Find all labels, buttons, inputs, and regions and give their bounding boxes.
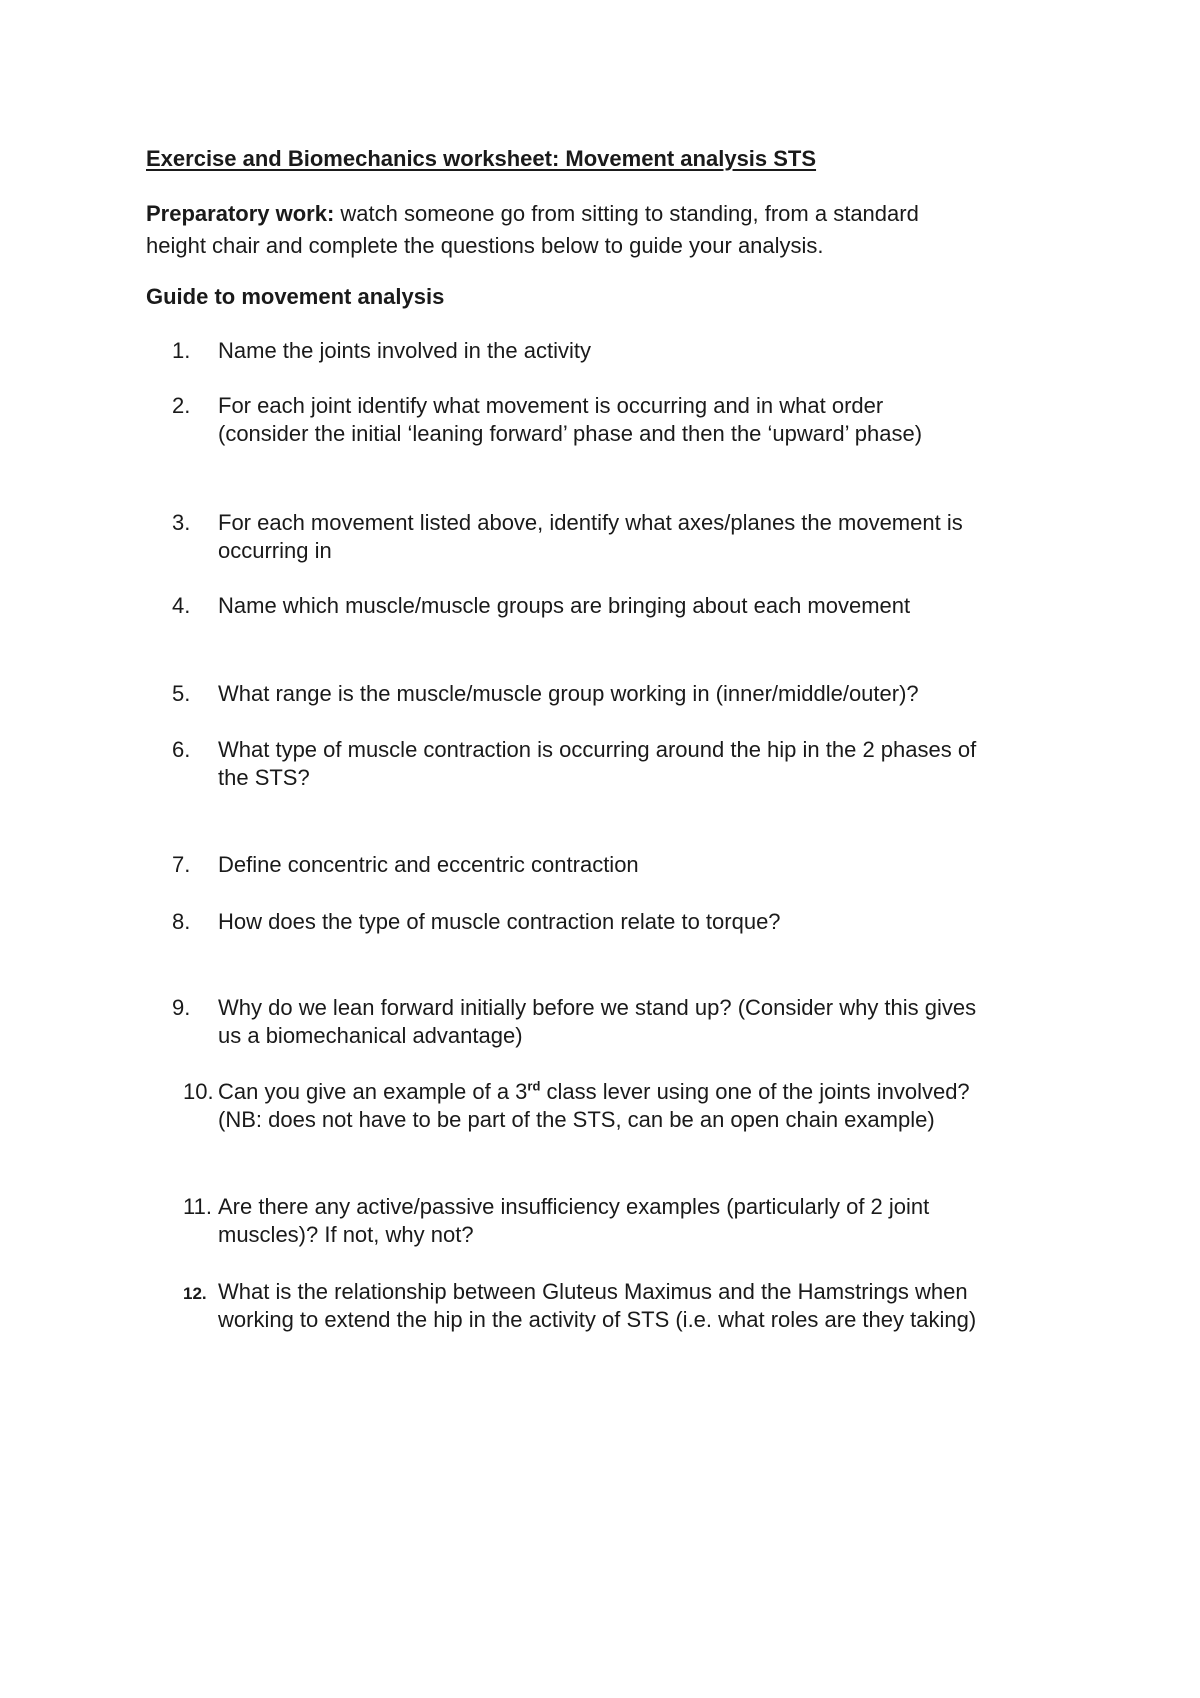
ordinal-superscript: rd bbox=[527, 1078, 541, 1094]
question-number: 9. bbox=[172, 995, 191, 1020]
question-number: 5. bbox=[172, 681, 191, 706]
question-number: 10. bbox=[183, 1079, 214, 1104]
question-text bbox=[218, 337, 1078, 365]
question-line: the STS? bbox=[218, 765, 310, 790]
question-number: 8. bbox=[172, 909, 191, 934]
question-line: Name the joints involved in the activity bbox=[218, 338, 591, 363]
question-text bbox=[218, 1193, 1078, 1249]
question-line: For each joint identify what movement is occurring and in what order bbox=[218, 393, 884, 418]
preparatory-text-line2: height chair and complete the questions below to guide your analysis. bbox=[146, 233, 824, 258]
question-line: What type of muscle contraction is occurring around the hip in the 2 phases of bbox=[218, 737, 977, 762]
question-line: working to extend the hip in the activity of STS (i.e. what roles are they taking) bbox=[218, 1307, 977, 1332]
question-number: 1. bbox=[172, 338, 191, 363]
question-line: What range is the muscle/muscle group working in (inner/middle/outer)? bbox=[218, 681, 919, 706]
question-line bbox=[218, 1078, 1078, 1106]
question-line: What is the relationship between Gluteus Maximus and the Hamstrings when bbox=[218, 1279, 968, 1304]
question-line: Define concentric and eccentric contraction bbox=[218, 852, 639, 877]
preparatory-paragraph bbox=[146, 198, 1066, 262]
section-heading: Guide to movement analysis bbox=[146, 284, 445, 309]
question-line: For each movement listed above, identify what axes/planes the movement is bbox=[218, 510, 963, 535]
question-text bbox=[218, 680, 1078, 708]
question-text bbox=[218, 509, 1078, 565]
question-number: 7. bbox=[172, 852, 191, 877]
question-number: 12. bbox=[183, 1284, 207, 1303]
question-line-part: class lever using one of the joints involved? bbox=[540, 1079, 970, 1104]
question-text bbox=[218, 736, 1078, 792]
question-text bbox=[218, 392, 1078, 448]
question-line-part: Can you give an example of a 3 bbox=[218, 1079, 528, 1104]
question-line: (consider the initial ‘leaning forward’ phase and then the ‘upward’ phase) bbox=[218, 421, 923, 446]
question-number: 6. bbox=[172, 737, 191, 762]
question-number: 11. bbox=[183, 1194, 212, 1219]
question-number: 3. bbox=[172, 510, 191, 535]
question-text bbox=[218, 851, 1078, 879]
question-line: occurring in bbox=[218, 538, 332, 563]
preparatory-label: Preparatory work: bbox=[146, 201, 335, 226]
question-text bbox=[218, 1078, 1078, 1134]
question-line: How does the type of muscle contraction relate to torque? bbox=[218, 909, 781, 934]
question-text bbox=[218, 1278, 1078, 1334]
page-title: Exercise and Biomechanics worksheet: Movement analysis STS bbox=[146, 146, 817, 171]
question-number: 4. bbox=[172, 593, 191, 618]
question-line: Are there any active/passive insufficiency examples (particularly of 2 joint bbox=[218, 1194, 930, 1219]
question-line: (NB: does not have to be part of the STS, can be an open chain example) bbox=[218, 1107, 935, 1132]
question-line: muscles)? If not, why not? bbox=[218, 1222, 474, 1247]
question-line: Why do we lean forward initially before we stand up? (Consider why this gives bbox=[218, 995, 977, 1020]
question-text bbox=[218, 908, 1078, 936]
question-line: us a biomechanical advantage) bbox=[218, 1023, 523, 1048]
question-text bbox=[218, 994, 1078, 1050]
question-number: 2. bbox=[172, 393, 191, 418]
question-text bbox=[218, 592, 1078, 620]
preparatory-text-line1: watch someone go from sitting to standing, from a standard bbox=[334, 201, 919, 226]
question-line: Name which muscle/muscle groups are bringing about each movement bbox=[218, 593, 911, 618]
